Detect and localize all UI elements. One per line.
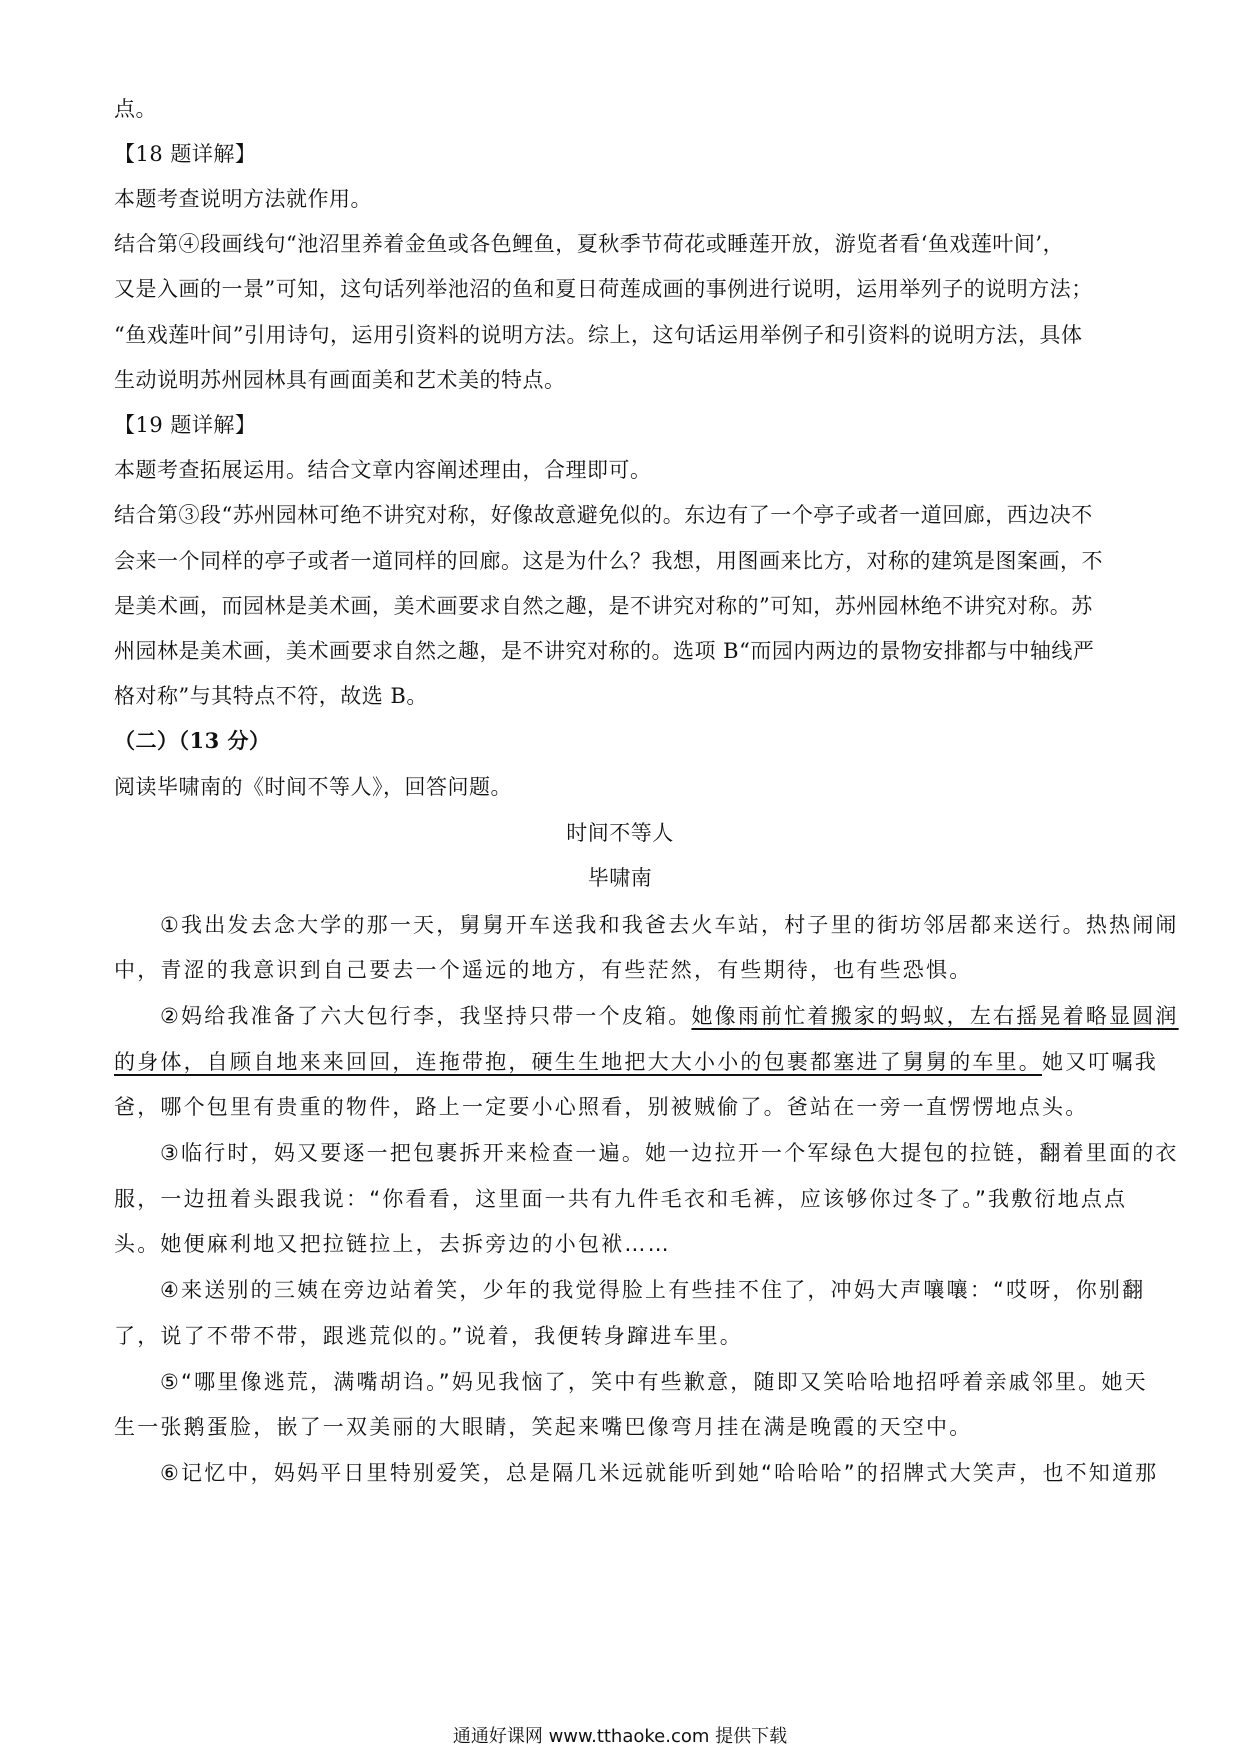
text-line: 州园林是美术画，美术画要求自然之趣，是不讲究对称的。选项 B“而园内两边的景物安排都与中轴线严 [114,639,1095,663]
story-line: ⑥记忆中，妈妈平日里特别爱笑，总是隔几米远就能听到她“哈哈哈”的招牌式大笑声，也不知道那 [160,1461,1159,1485]
part-heading: （二）（13 分） [114,728,271,753]
text-line: 生动说明苏州园林具有画面美和艺术美的特点。 [114,368,566,392]
page-footer: 通通好课网 www.tthaoke.com 提供下载 [452,1726,788,1747]
story-line: ③临行时，妈又要逐一把包裹拆开来检查一遍。她一边拉开一个军绿色大提包的拉链，翻着里面的衣 [160,1141,1179,1165]
text-line: 本题考查说明方法就作用。 [114,187,372,211]
text-line: 本题考查拓展运用。结合文章内容阐述理由，合理即可。 [114,458,652,482]
text-line: 结合第④段画线句“池沼里养着金鱼或各色鲤鱼，夏秋季节荷花或睡莲开放，游览者看‘鱼戏莲叶间’， [114,232,1065,256]
story-line: 了，说了不带不带，跟逃荒似的。”说着，我便转身蹿进车里。 [114,1324,743,1348]
story-line: 服，一边扭着头跟我说：“你看看，这里面一共有九件毛衣和毛裤，应该够你过冬了。”我敷衍地点点 [114,1187,1128,1211]
article-title: 时间不等人 [566,821,674,845]
story-line: 中，青涩的我意识到自己要去一个遥远的地方，有些茫然，有些期待，也有些恐惧。 [114,958,973,982]
story-line: 头。她便麻利地又把拉链拉上，去拆旁边的小包袱…… [114,1232,671,1256]
story-line: ⑤“哪里像逃荒，满嘴胡诌。”妈见我恼了，笑中有些歉意，随即又笑哈哈地招呼着亲戚邻里。她天 [160,1370,1148,1394]
story-line: 爸，哪个包里有贵重的物件，路上一定要小心照看，别被贼偷了。爸站在一旁一直愣愣地点头。 [114,1095,1089,1119]
text-line: 会来一个同样的亭子或者一道同样的回廊。这是为什么？我想，用图画来比方，对称的建筑是图案画，不 [114,549,1103,573]
text-line: 点。 [114,97,157,121]
section-heading-18: 【18 题详解】 [114,142,257,166]
section-heading-19: 【19 题详解】 [114,413,257,437]
story-line: ④来送别的三姨在旁边站着笑，少年的我觉得脸上有些挂不住了，冲妈大声嚷嚷：“哎呀，你别翻 [160,1278,1146,1302]
story-line [160,1001,1179,1031]
text-line: 格对称”与其特点不符，故选 B。 [114,684,428,708]
story-line [114,1047,1158,1077]
text-line: “鱼戏莲叶间”引用诗句，运用引资料的说明方法。综上，这句话运用举例子和引资料的说明方法，具体 [114,323,1083,347]
story-line: ①我出发去念大学的那一天，舅舅开车送我和我爸去火车站，村子里的街坊邻居都来送行。热热闹闹 [160,913,1179,937]
text-line: 又是入画的一景”可知，这句话列举池沼的鱼和夏日荷莲成画的事例进行说明，运用举列子的说明方法； [114,277,1093,301]
underlined-sentence: 她像雨前忙着搬家的蚂蚁，左右摇晃着略显圆润 [691,1004,1179,1028]
text-line: 阅读毕啸南的《时间不等人》，回答问题。 [114,775,512,799]
text-line: 是美术画，而园林是美术画，美术画要求自然之趣，是不讲究对称的”可知，苏州园林绝不讲究对称。苏 [114,594,1093,618]
story-text: ②妈给我准备了六大包行李，我坚持只带一个皮箱。 [160,1004,692,1028]
article-author: 毕啸南 [587,866,653,890]
text-line: 结合第③段“苏州园林可绝不讲究对称，好像故意避免似的。东边有了一个亭子或者一道回廊，西边决不 [114,503,1093,527]
story-line: 生一张鹅蛋脸，嵌了一双美丽的大眼睛，笑起来嘴巴像弯月挂在满是晚霞的天空中。 [114,1415,973,1439]
story-text: 她又叮嘱我 [1042,1050,1158,1074]
underlined-sentence: 的身体，自顾自地来来回回，连拖带抱，硬生生地把大大小小的包裹都塞进了舅舅的车里。 [114,1050,1042,1074]
